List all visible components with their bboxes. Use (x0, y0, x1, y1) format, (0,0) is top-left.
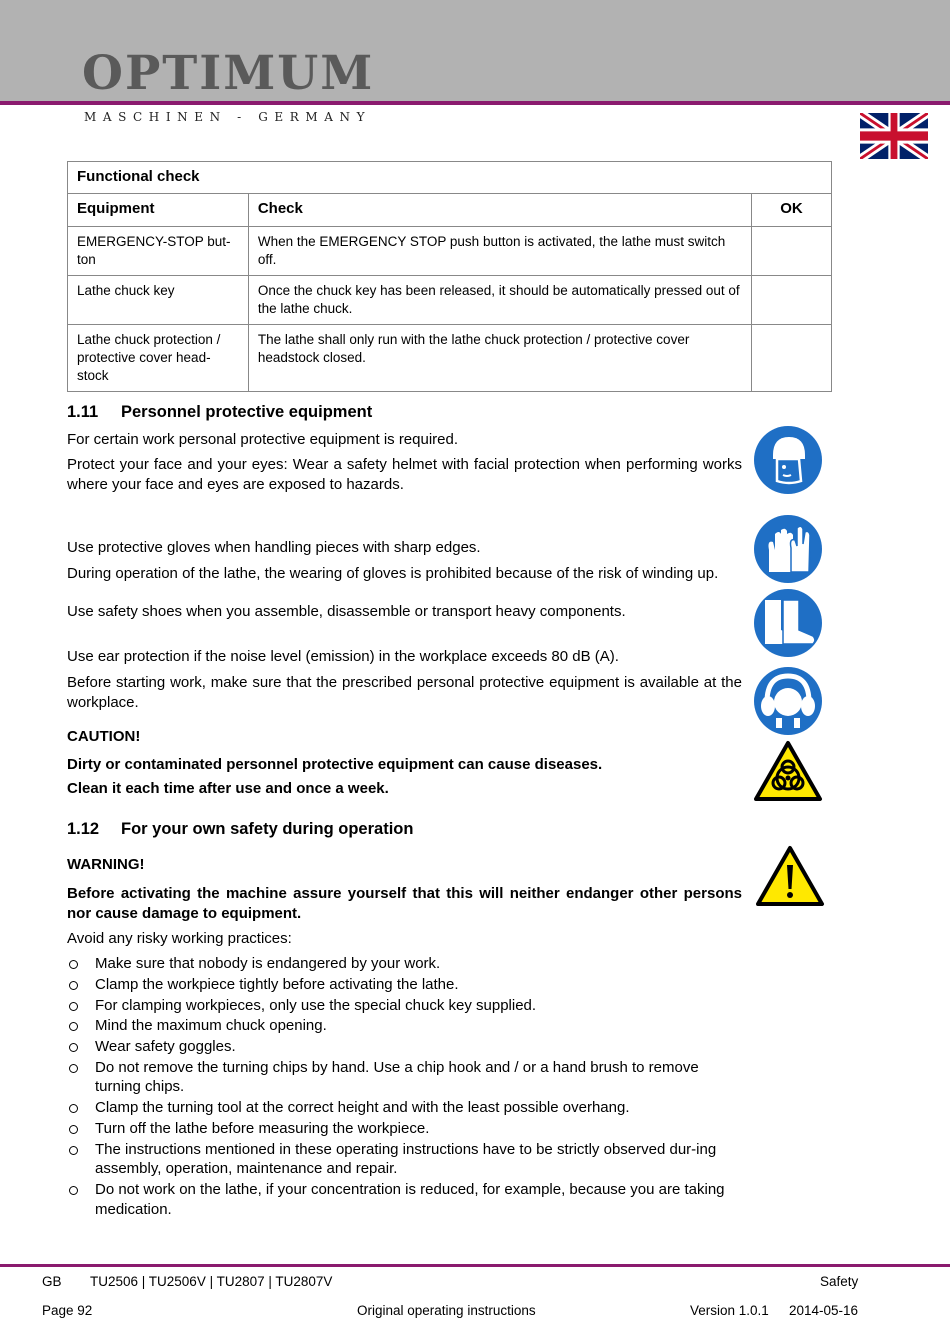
table-row (68, 276, 832, 325)
ppe-intro: For certain work personal protective equipment is required. (67, 431, 459, 448)
ppe-face-text: Protect your face and your eyes: Wear a safety helmet with facial protection when performing works where your face and eyes are exposed to hazards. (67, 456, 742, 493)
list-item: Clamp the workpiece tightly before activating the lathe. (67, 975, 747, 995)
ear-protection-icon (753, 666, 823, 736)
bullet-circle-icon (69, 1064, 78, 1073)
footer-section: Safety (820, 1274, 859, 1289)
col-header-ok: OK (752, 194, 832, 227)
bullet-circle-icon (69, 1022, 78, 1031)
functional-check-table (67, 161, 832, 392)
footer-models: TU2506 | TU2506V | TU2807 | TU2807V (90, 1274, 333, 1289)
footer-date: 2014-05-16 (789, 1303, 859, 1318)
bullet-circle-icon (69, 1002, 78, 1011)
col-header-equipment: Equipment (68, 194, 249, 227)
table-row (68, 325, 832, 392)
bullet-circle-icon (69, 1146, 78, 1155)
list-item: Do not remove the turning chips by hand. Use a chip hook and / or a hand brush to remove turning chips. (67, 1058, 747, 1097)
table-title: Functional check (68, 162, 832, 194)
bullet-circle-icon (69, 1043, 78, 1052)
bullet-circle-icon (69, 1186, 78, 1195)
footer-language: GB (42, 1274, 62, 1289)
footer-divider (0, 1264, 950, 1267)
col-header-check: Check (248, 194, 751, 227)
uk-flag-icon (860, 113, 928, 159)
table-row (68, 227, 832, 276)
ok-cell (752, 325, 832, 392)
biohazard-icon (753, 740, 823, 802)
footer-version: Version 1.0.1 (690, 1303, 769, 1318)
warning-label: WARNING! (67, 856, 145, 873)
footer-page-number: Page 92 (42, 1303, 93, 1318)
caution-text-1: Dirty or contaminated personnel protective equipment can cause diseases. (67, 756, 603, 773)
equipment-cell: EMERGENCY-STOP but- ton (68, 227, 249, 276)
section-heading-1-12: 1.12 For your own safety during operation (67, 820, 414, 838)
ppe-gloves-text: Use protective gloves when handling pieces with sharp edges. (67, 539, 481, 556)
caution-label: CAUTION! (67, 728, 141, 745)
section-heading-1-11: 1.11 Personnel protective equipment (67, 403, 373, 421)
gloves-icon (753, 514, 823, 584)
caution-text-2: Clean it each time after use and once a week. (67, 780, 389, 797)
check-cell: Once the chuck key has been released, it should be automatically pressed out of the lathe chuck. (248, 276, 751, 325)
ok-cell (752, 227, 832, 276)
bullet-circle-icon (69, 1125, 78, 1134)
warning-text: Before activating the machine assure yourself that this will neither endanger other persons nor cause damage to equipment. (67, 885, 742, 922)
list-item: Make sure that nobody is endangered by your work. (67, 954, 747, 974)
face-protection-icon (753, 425, 823, 495)
footer-document-type: Original operating instructions (357, 1303, 536, 1318)
list-item: The instructions mentioned in these operating instructions have to be strictly observed dur-ing assembly, operation, maintenance and repair. (67, 1140, 747, 1179)
bullet-circle-icon (69, 981, 78, 990)
ppe-gloves-prohibited-text: During operation of the lathe, the wearing of gloves is prohibited because of the risk of winding up. (67, 565, 719, 582)
check-cell: When the EMERGENCY STOP push button is activated, the lathe must switch off. (248, 227, 751, 276)
ok-cell (752, 276, 832, 325)
warning-icon (755, 845, 825, 907)
risky-practices-intro: Avoid any risky working practices: (67, 930, 292, 947)
list-item: Do not work on the lathe, if your concentration is reduced, for example, because you are taking medication. (67, 1180, 747, 1219)
bullet-circle-icon (69, 960, 78, 969)
brand-tagline: MASCHINEN - GERMANY (84, 110, 372, 124)
equipment-cell: Lathe chuck key (68, 276, 249, 325)
header-divider (0, 101, 950, 105)
list-item: Turn off the lathe before measuring the workpiece. (67, 1119, 747, 1139)
list-item: Wear safety goggles. (67, 1037, 747, 1057)
bullet-circle-icon (69, 1104, 78, 1113)
ppe-ear-text: Use ear protection if the noise level (emission) in the workplace exceeds 80 dB (A). (67, 648, 619, 665)
brand-logo: OPTIMUM (82, 46, 375, 101)
safety-shoes-icon (753, 588, 823, 658)
list-item: Clamp the turning tool at the correct height and with the least possible overhang. (67, 1098, 747, 1118)
equipment-cell: Lathe chuck protection / protective cover head- stock (68, 325, 249, 392)
ppe-shoes-text: Use safety shoes when you assemble, disassemble or transport heavy components. (67, 603, 626, 620)
list-item: For clamping workpieces, only use the special chuck key supplied. (67, 996, 747, 1016)
check-cell: The lathe shall only run with the lathe chuck protection / protective cover headstock closed. (248, 325, 751, 392)
ppe-availability-text: Before starting work, make sure that the prescribed personal protective equipment is available at the workplace. (67, 674, 742, 711)
list-item: Mind the maximum chuck opening. (67, 1016, 747, 1036)
safety-bullet-list (67, 954, 747, 1220)
